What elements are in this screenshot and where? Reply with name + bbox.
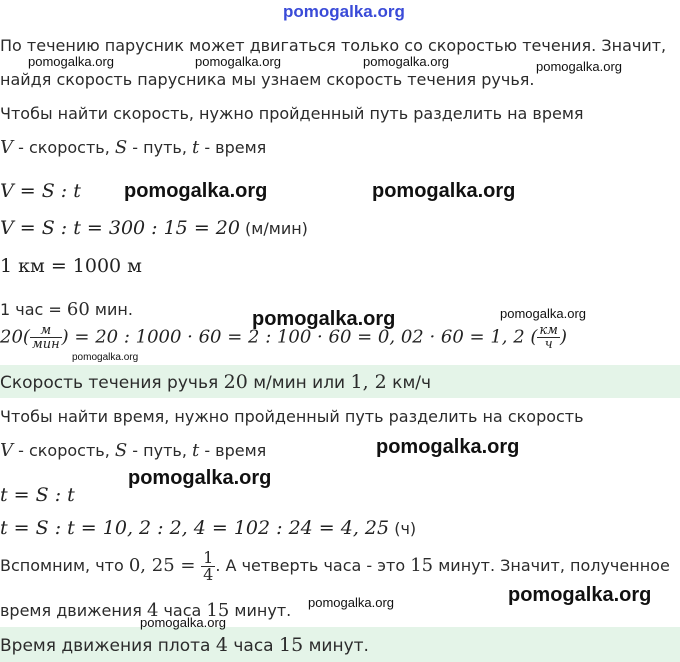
text: мин. <box>89 300 133 319</box>
watermark: pomogalka.org <box>28 54 114 69</box>
numerator: 1 <box>203 548 214 567</box>
text: минут. <box>303 636 369 656</box>
watermark: pomogalka.org <box>252 308 396 330</box>
formula: ) <box>559 326 567 348</box>
formula: 1 км = 1000 м <box>0 255 142 277</box>
formula: ) = 20 : 1000 · 60 = 2 : 100 · 60 = 0, 02 · 60 = 1, 2 ( <box>61 326 538 348</box>
answer-time <box>0 635 369 656</box>
text: - скорость, <box>13 138 115 157</box>
fraction-one-quarter <box>201 550 215 583</box>
formula: V = S : t <box>0 180 81 202</box>
formula: t = S : t <box>0 484 75 506</box>
text: км/ч <box>386 373 432 393</box>
text: 1 час = <box>0 300 67 319</box>
number: 4 <box>215 634 228 656</box>
watermark: pomogalka.org <box>500 306 586 321</box>
watermark: pomogalka.org <box>128 467 272 489</box>
formula: 0, 25 = <box>128 555 202 576</box>
text: м/мин или <box>247 373 351 393</box>
paragraph-line: Чтобы найти скорость, нужно пройденный путь разделить на время <box>0 104 584 123</box>
text: - время <box>199 441 267 460</box>
definitions-line <box>0 441 266 461</box>
watermark: pomogalka.org <box>124 180 268 202</box>
paragraph-line: Чтобы найти время, нужно пройденный путь разделить на скорость <box>0 407 584 426</box>
conversion-formula <box>0 324 567 351</box>
paragraph-line <box>0 546 670 586</box>
watermark: pomogalka.org <box>195 54 281 69</box>
text: - скорость, <box>13 441 115 460</box>
answer-speed <box>0 372 431 393</box>
var-t: t <box>192 137 200 158</box>
var-s: S <box>114 137 128 158</box>
definitions-line <box>0 138 266 158</box>
text: минут. Значит, полученное <box>433 556 670 575</box>
text: Вспомним, что <box>0 556 129 575</box>
var-s: S <box>114 440 128 461</box>
var-t: t <box>192 440 200 461</box>
formula: t = S : t = 10, 2 : 2, 4 = 102 : 24 = 4, 25 <box>0 517 390 539</box>
text: часа <box>158 601 207 620</box>
paragraph-line: найдя скорость парусника мы узнаем скорость течения ручья. <box>0 70 535 89</box>
denominator: 4 <box>203 565 214 584</box>
denominator: ч <box>544 337 553 352</box>
text: - путь, <box>127 138 192 157</box>
text: - путь, <box>127 441 192 460</box>
formula-line <box>0 517 416 539</box>
unit: (ч) <box>389 519 417 538</box>
text: - время <box>199 138 267 157</box>
var-v: V <box>0 137 13 158</box>
text: . А четверть часа - это <box>215 556 411 575</box>
text: время движения <box>0 601 147 620</box>
formula: 20( <box>0 326 30 348</box>
number: 15 <box>206 600 230 621</box>
unit: (м/мин) <box>239 219 308 238</box>
text: минут. <box>229 601 292 620</box>
numerator: км <box>539 323 558 338</box>
denominator: мин <box>31 337 60 352</box>
number: 20 <box>223 371 248 393</box>
number: 60 <box>66 299 90 320</box>
watermark: pomogalka.org <box>372 180 516 202</box>
number: 1, 2 <box>350 371 387 393</box>
watermark: pomogalka.org <box>308 595 394 610</box>
text: Скорость течения ручья <box>0 373 224 393</box>
number: 4 <box>146 600 159 621</box>
formula-line <box>0 217 308 239</box>
fraction-km-per-h <box>537 324 560 351</box>
formula: V = S : t = 300 : 15 = 20 <box>0 217 240 239</box>
text: Время движения плота <box>0 636 216 656</box>
number: 15 <box>279 634 304 656</box>
fraction-m-per-min <box>30 324 62 351</box>
formula-line <box>0 300 133 320</box>
text: часа <box>227 636 280 656</box>
watermark: pomogalka.org <box>140 615 226 630</box>
watermark: pomogalka.org <box>536 59 622 74</box>
watermark: pomogalka.org <box>508 584 652 606</box>
var-v: V <box>0 440 13 461</box>
watermark-top: pomogalka.org <box>283 2 405 21</box>
numerator: м <box>30 324 62 338</box>
number: 15 <box>410 555 434 576</box>
paragraph-line: По течению парусник может двигаться только со скоростью течения. Значит, <box>0 36 667 55</box>
watermark: pomogalka.org <box>363 54 449 69</box>
watermark: pomogalka.org <box>376 436 520 458</box>
watermark: pomogalka.org <box>72 352 139 363</box>
